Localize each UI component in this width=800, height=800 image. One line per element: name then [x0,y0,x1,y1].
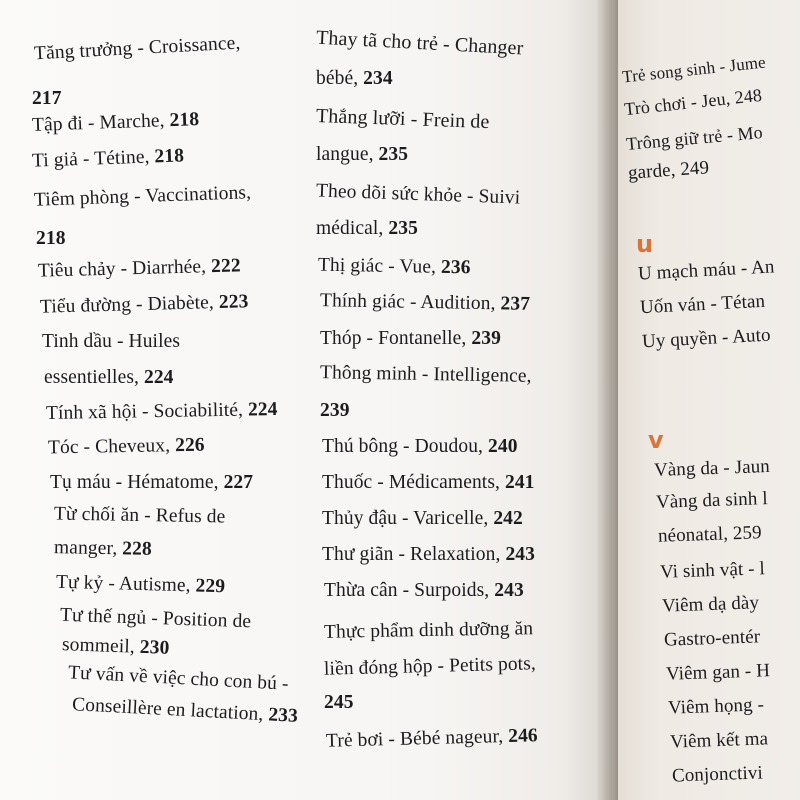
index-entry: Tập đi - Marche, 218 [31,109,200,136]
index-entry: Tiểu đường - Diabète, 223 [39,291,249,318]
index-entry: Vàng da - Jaun [653,455,771,482]
index-entry: Tiêm phòng - Vaccinations, [33,182,252,211]
index-entry: Viêm họng - [667,694,765,719]
index-entry: liền đóng hộp - Petits pots, [323,653,537,680]
index-entry: néonatal, 259 [657,522,762,547]
index-entry: Thực phẩm dinh dưỡng ăn [323,618,534,643]
index-entry: Thừa cân - Surpoids, 243 [324,580,524,601]
index-entry: Thay tã cho trẻ - Changer [315,26,524,60]
index-entry: Thông minh - Intelligence, [319,362,532,387]
index-entry: manger, 228 [53,537,152,560]
index-entry: Tính xã hội - Sociabilité, 224 [45,398,278,425]
index-entry: garde, 249 [627,157,710,184]
index-entry: Thư giãn - Relaxation, 243 [322,544,536,565]
book-gutter [596,0,618,800]
index-entry: Tư vấn về việc cho con bú - [67,662,290,695]
index-entry: médical, 235 [316,218,418,239]
index-page-number: 239 [320,400,350,421]
index-entry: Tinh dầu - Huiles [42,331,181,352]
index-entry: Viêm gan - H [665,660,771,685]
index-entry: Thị giác - Vue, 236 [317,254,471,279]
index-entry: sommeil, 230 [61,634,170,659]
index-entry: Tự kỷ - Autisme, 229 [55,571,226,598]
index-entry: Thuốc - Médicaments, 241 [322,472,535,493]
index-entry: Trẻ song sinh - Jume [621,52,767,87]
index-entry: Tiêu chảy - Diarrhée, 222 [37,255,241,282]
index-entry: Conseillère en lactation, 233 [71,694,299,727]
index-entry: Conjonctivi [671,762,764,787]
index-entry: Tăng trưởng - Croissance, [33,32,241,65]
index-entry: Trò chơi - Jeu, 248 [623,84,763,120]
index-entry: Trông giữ trẻ - Mo [625,122,764,154]
index-entry: Thóp - Fontanelle, 239 [320,328,501,349]
index-entry: Theo dõi sức khỏe - Suivi [315,180,521,209]
index-entry: Thính giác - Audition, 237 [319,290,531,315]
index-entry: Vàng da sinh l [655,488,769,513]
index-page-number: 218 [36,228,66,249]
index-entry: bébé, 234 [316,68,393,89]
index-entry: Tóc - Cheveux, 226 [47,434,205,459]
index-entry: Thắng lưỡi - Frein de [315,104,490,134]
index-entry: Thủy đậu - Varicelle, 242 [322,508,523,529]
index-entry: Uy quyền - Auto [641,324,772,353]
section-letter-v: v [648,426,664,454]
index-entry: Ti giả - Tétine, 218 [31,145,185,172]
index-entry: Thú bông - Doudou, 240 [322,436,518,457]
index-entry: U mạch máu - An [637,256,776,285]
index-page-number: 217 [32,88,62,109]
index-entry: Viêm dạ dày [661,592,760,617]
index-entry: Từ chối ăn - Refus de [53,503,226,528]
section-letter-u: u [636,230,654,258]
index-page-number: 245 [324,692,354,713]
index-entry: Viêm kết ma [669,728,769,753]
index-entry: Tư thế ngủ - Position de [59,604,252,633]
index-entry: Vi sinh vật - l [659,558,766,583]
index-entry: Trẻ bơi - Bébé nageur, 246 [325,725,539,752]
index-entry: Gastro-entér [663,626,761,651]
index-entry: Tụ máu - Hématome, 227 [50,472,254,493]
index-entry: essentielles, 224 [44,367,174,388]
index-entry: langue, 235 [316,144,409,165]
index-entry: Uốn ván - Tétan [639,290,766,319]
